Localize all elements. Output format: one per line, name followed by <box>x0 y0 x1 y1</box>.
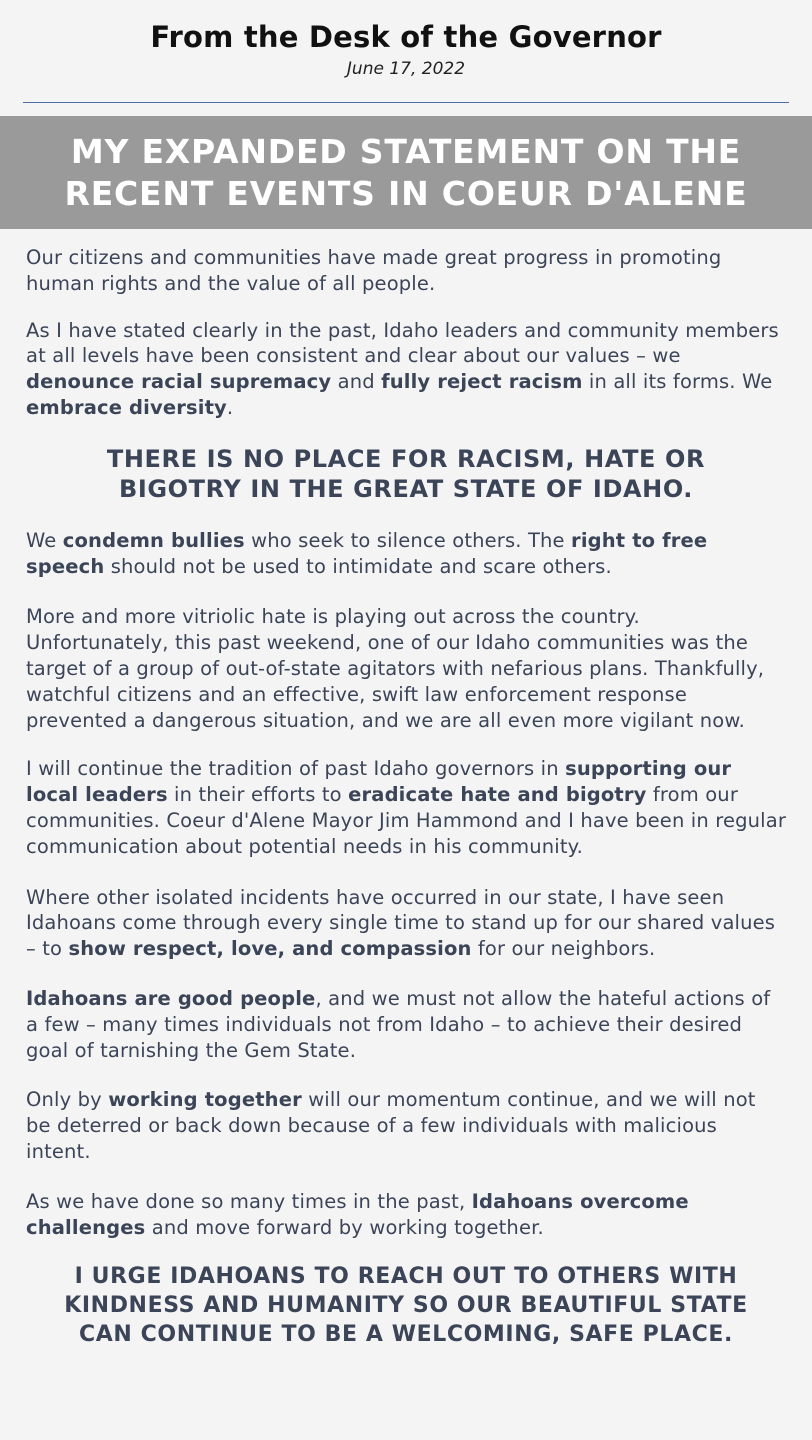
emphasis-text: condemn bullies <box>62 528 245 552</box>
paragraph-progress <box>26 245 786 297</box>
callout-line-2: BIGOTRY IN THE GREAT STATE OF IDAHO. <box>118 474 694 503</box>
emphasis-text: right to free speech <box>26 528 708 578</box>
body-text: More and more vitriolic hate is playing out across the country. Unfortunately, this past weekend, one of our Idaho communities was the target of a group of out-of-state agitators with nefarious plans. Thankfully, watchful citizens and an effective, swift law enforcement response prevented a dangerous situation, and we are all even more vigilant now. <box>26 605 765 732</box>
body-text: Our citizens and communities have made great progress in promoting human rights and the value of all people. <box>26 246 722 295</box>
body-text: from our communities. Coeur d'Alene Mayor Jim Hammond and I have been in regular communication about potential needs in his community. <box>26 783 786 858</box>
closing-line-3: CAN CONTINUE TO BE A WELCOMING, SAFE PLACE. <box>79 1322 733 1348</box>
body-text: should not be used to intimidate and scare others. <box>104 554 612 578</box>
page-title: From the Desk of the Governor <box>150 20 662 54</box>
paragraph-local-leaders <box>26 756 786 859</box>
body-text: Only by <box>26 1088 109 1112</box>
body-text: I will continue the tradition of past Idaho governors in <box>26 757 566 781</box>
emphasis-text: Idahoans overcome challenges <box>26 1189 689 1239</box>
closing-line-2: KINDNESS AND HUMANITY SO OUR BEAUTIFUL STATE <box>64 1293 748 1319</box>
callout-line-1: THERE IS NO PLACE FOR RACISM, HATE OR <box>106 444 706 473</box>
body-text: in all its forms. We <box>582 370 773 394</box>
statement-date: June 17, 2022 <box>346 59 466 79</box>
paragraph-values <box>26 318 786 421</box>
body-text: will our momentum continue, and we will not be deterred or back down because of a few individuals with malicious intent. <box>26 1088 756 1163</box>
body-text: and <box>331 370 382 394</box>
paragraph-bullies <box>26 528 786 580</box>
header-divider <box>23 102 789 103</box>
document-header <box>0 0 812 80</box>
banner-heading-line-1: MY EXPANDED STATEMENT ON THE <box>70 131 742 171</box>
paragraph-vitriolic-hate <box>26 604 786 733</box>
emphasis-text: Idahoans are good people <box>26 986 316 1010</box>
body-text: As I have stated clearly in the past, Idaho leaders and community members at all levels have been consistent and clear about our values – we <box>26 318 779 368</box>
body-text: for our neighbors. <box>471 937 656 961</box>
callout-no-place-for-racism <box>26 444 786 504</box>
body-text: As we have done so many times in the past, <box>26 1189 472 1213</box>
closing-line-1: I URGE IDAHOANS TO REACH OUT TO OTHERS WITH <box>74 1264 738 1290</box>
body-text: in their efforts to <box>167 783 349 807</box>
emphasis-text: denounce racial supremacy <box>26 370 332 394</box>
paragraph-shared-values <box>26 885 786 962</box>
emphasis-text: show respect, love, and compassion <box>68 937 472 961</box>
body-text: Where other isolated incidents have occurred in our state, I have seen Idahoans come through every single time to stand up for our shared values – to <box>26 885 776 961</box>
paragraph-good-people <box>26 986 786 1063</box>
banner-heading <box>52 131 759 215</box>
emphasis-text: embrace diversity <box>26 395 227 419</box>
emphasis-text: eradicate hate and bigotry <box>348 783 647 807</box>
statement-banner <box>0 116 812 229</box>
statement-body <box>0 229 812 1349</box>
emphasis-text: supporting our local leaders <box>26 757 732 807</box>
emphasis-text: fully reject racism <box>381 370 583 394</box>
body-text: and move forward by working together. <box>145 1215 544 1239</box>
body-text: , and we must not allow the hateful actions of a few – many times individuals not from Idaho – to achieve their desired goal of tarnishing the Gem State. <box>26 986 771 1062</box>
emphasis-text: working together <box>108 1088 302 1112</box>
callout-closing-urge <box>26 1262 786 1349</box>
banner-heading-line-2: RECENT EVENTS IN COEUR D'ALENE <box>64 173 748 213</box>
body-text: who seek to silence others. The <box>244 528 572 552</box>
paragraph-overcome-challenges <box>26 1189 786 1241</box>
body-text: . <box>226 395 234 419</box>
paragraph-working-together <box>26 1087 786 1164</box>
body-text: We <box>26 528 63 552</box>
